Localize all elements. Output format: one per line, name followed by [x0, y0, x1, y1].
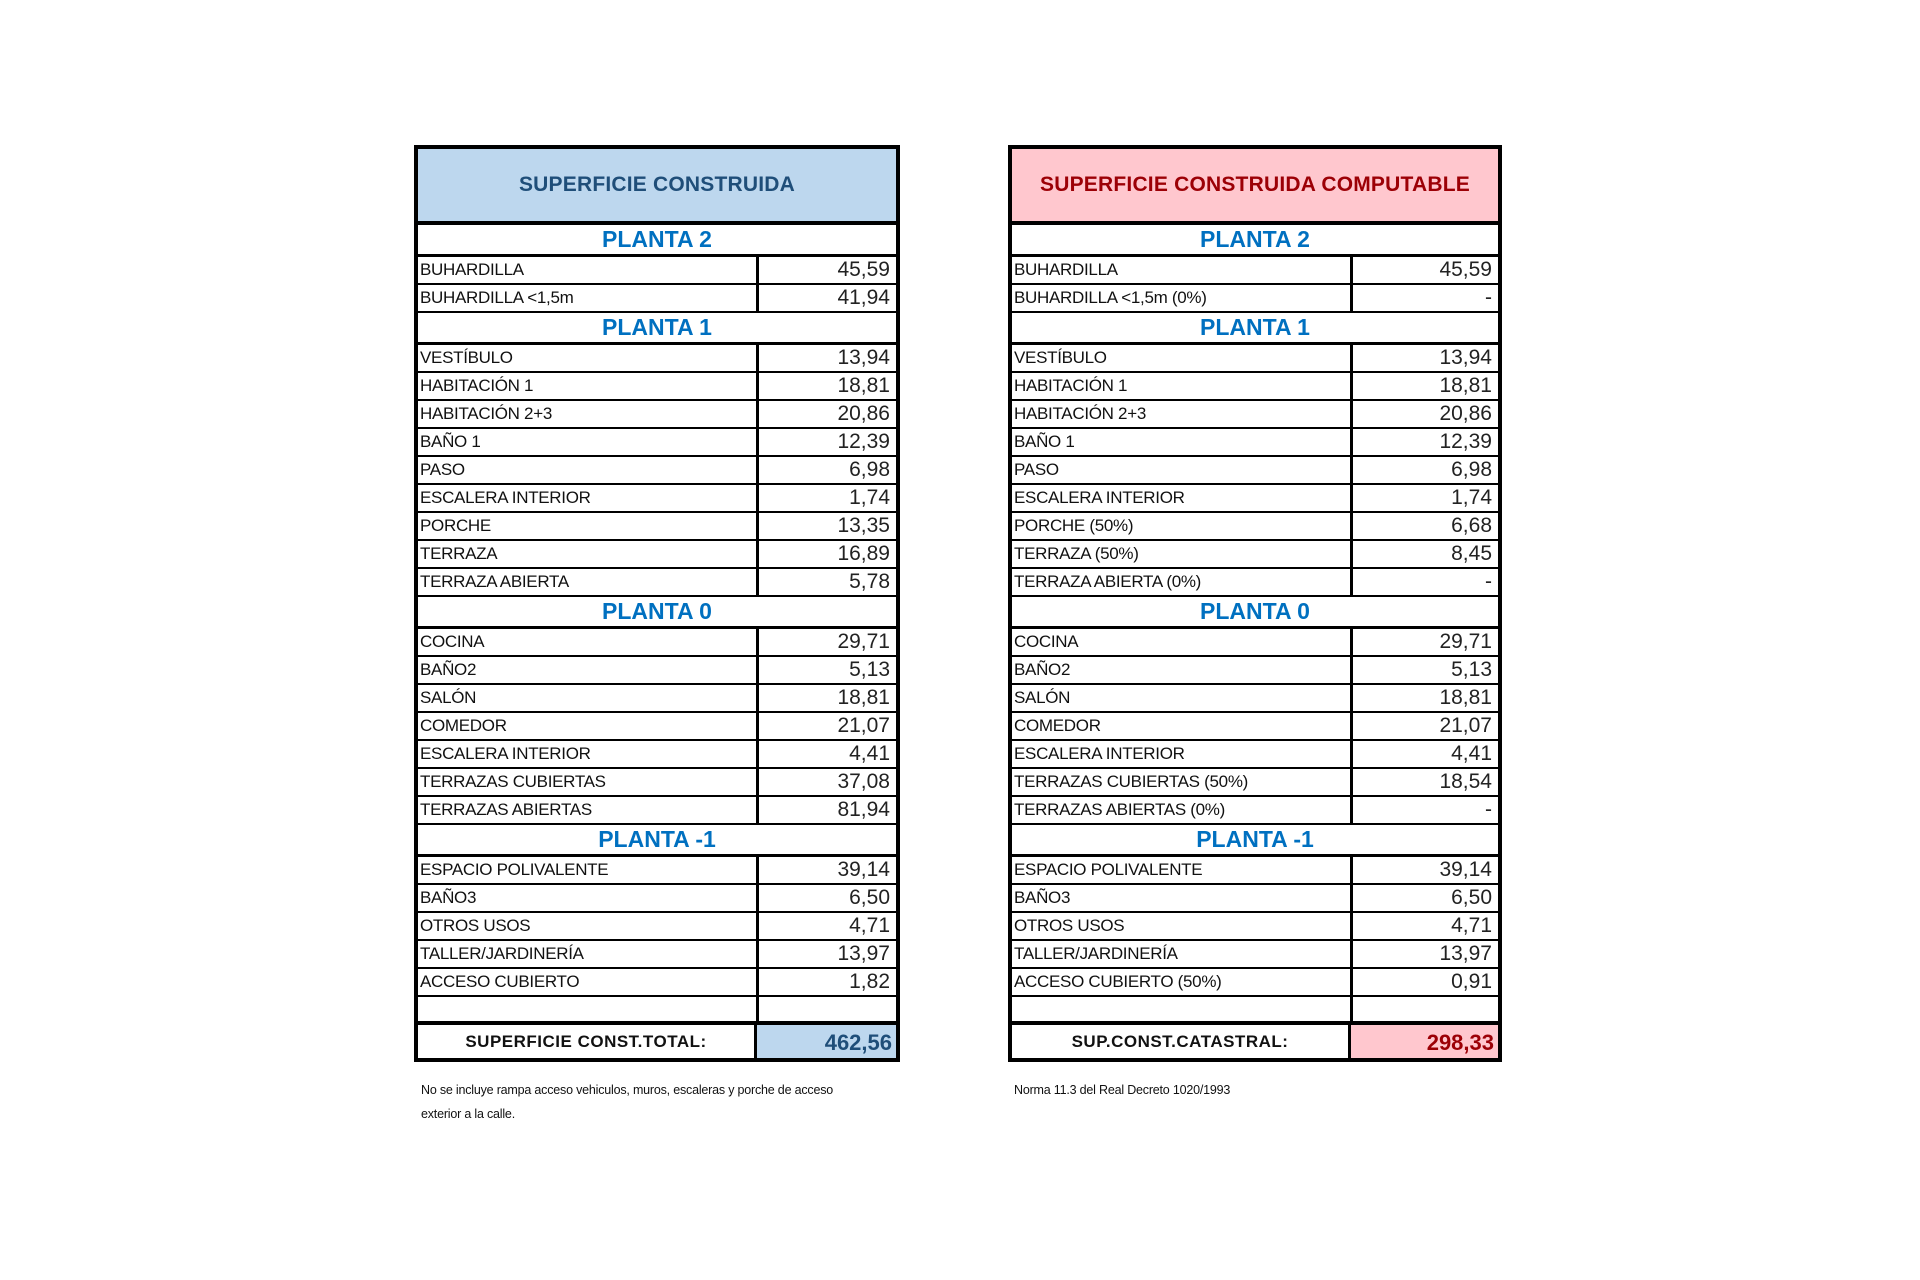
section-heading: PLANTA -1: [418, 825, 896, 857]
footnote-left: No se incluye rampa acceso vehiculos, muros, escaleras y porche de acceso exterior a la calle.: [421, 1083, 833, 1121]
area-value: 16,89: [837, 542, 890, 565]
area-value: -: [1485, 286, 1492, 309]
room-label: PORCHE: [418, 513, 759, 539]
room-label: TERRAZA ABIERTA (0%): [1012, 569, 1353, 595]
table-row: [418, 513, 896, 541]
table-row: [1012, 257, 1498, 285]
area-value: 6,98: [849, 458, 890, 481]
room-label: VESTÍBULO: [418, 345, 759, 371]
table-row: [1012, 885, 1498, 913]
room-label: PORCHE (50%): [1012, 513, 1353, 539]
total-row: [418, 1025, 896, 1058]
room-label: ESPACIO POLIVALENTE: [1012, 857, 1353, 883]
table-row: [418, 457, 896, 485]
room-label: HABITACIÓN 1: [418, 373, 759, 399]
area-value: 0,91: [1451, 970, 1492, 993]
table-row: [1012, 769, 1498, 797]
table-row: [1012, 373, 1498, 401]
room-label: SALÓN: [1012, 685, 1353, 711]
room-label: TALLER/JARDINERÍA: [1012, 941, 1353, 967]
room-label: BAÑO 1: [1012, 429, 1353, 455]
table-row: [1012, 629, 1498, 657]
room-label: ESCALERA INTERIOR: [1012, 741, 1353, 767]
room-label: TERRAZAS CUBIERTAS (50%): [1012, 769, 1353, 795]
room-label: TERRAZA ABIERTA: [418, 569, 759, 595]
table-row: [418, 941, 896, 969]
room-label: HABITACIÓN 1: [1012, 373, 1353, 399]
room-label: PASO: [1012, 457, 1353, 483]
room-label: COMEDOR: [418, 713, 759, 739]
table-row: [1012, 713, 1498, 741]
room-label: BUHARDILLA <1,5m: [418, 285, 759, 311]
room-label: ESCALERA INTERIOR: [418, 485, 759, 511]
table-row: [1012, 285, 1498, 313]
room-label: PASO: [418, 457, 759, 483]
section-heading: PLANTA 1: [418, 313, 896, 345]
total-label: SUPERFICIE CONST.TOTAL:: [418, 1025, 757, 1058]
table-row: [1012, 345, 1498, 373]
area-value: 5,13: [1451, 658, 1492, 681]
table-row: [418, 345, 896, 373]
table-row: [1012, 857, 1498, 885]
table-row: [418, 857, 896, 885]
area-value: 4,41: [1451, 742, 1492, 765]
table-body: [1012, 225, 1498, 997]
table-row: [1012, 513, 1498, 541]
table-row: [1012, 401, 1498, 429]
room-label: VESTÍBULO: [1012, 345, 1353, 371]
room-label: ACCESO CUBIERTO: [418, 969, 759, 995]
table-row: [418, 913, 896, 941]
area-value: 21,07: [1439, 714, 1492, 737]
area-value: 13,94: [837, 346, 890, 369]
room-label: BUHARDILLA <1,5m (0%): [1012, 285, 1353, 311]
area-value: 6,98: [1451, 458, 1492, 481]
area-value: 1,74: [849, 486, 890, 509]
table-row: [418, 429, 896, 457]
area-value: 5,78: [849, 570, 890, 593]
area-value: 20,86: [837, 402, 890, 425]
room-label: ESCALERA INTERIOR: [1012, 485, 1353, 511]
room-label: BAÑO3: [418, 885, 759, 911]
table-row: [418, 629, 896, 657]
area-value: 8,45: [1451, 542, 1492, 565]
area-value: 18,81: [1439, 374, 1492, 397]
room-label: ACCESO CUBIERTO (50%): [1012, 969, 1353, 995]
room-label: BAÑO2: [1012, 657, 1353, 683]
room-label: TERRAZAS CUBIERTAS: [418, 769, 759, 795]
table-row: [418, 373, 896, 401]
room-label: TERRAZA: [418, 541, 759, 567]
area-value: 45,59: [837, 258, 890, 281]
room-label: COCINA: [418, 629, 759, 655]
table-row: [1012, 741, 1498, 769]
room-label: TERRAZAS ABIERTAS: [418, 797, 759, 823]
room-label: ESPACIO POLIVALENTE: [418, 857, 759, 883]
area-value: 18,81: [837, 374, 890, 397]
footnote-right: Norma 11.3 del Real Decreto 1020/1993: [1014, 1083, 1231, 1097]
area-value: 6,50: [849, 886, 890, 909]
area-value: 13,97: [1439, 942, 1492, 965]
room-label: BAÑO 1: [418, 429, 759, 455]
table-row: [418, 485, 896, 513]
table-row: [418, 401, 896, 429]
table-row: [418, 769, 896, 797]
section-heading: PLANTA 2: [1012, 225, 1498, 257]
table-row: [418, 569, 896, 597]
area-value: -: [1485, 798, 1492, 821]
area-value: 37,08: [837, 770, 890, 793]
area-value: 4,41: [849, 742, 890, 765]
table-row: [418, 541, 896, 569]
area-value: 5,13: [849, 658, 890, 681]
area-value: -: [1485, 570, 1492, 593]
area-value: 6,68: [1451, 514, 1492, 537]
area-value: 1,82: [849, 970, 890, 993]
superficie-computable-table: [1008, 145, 1502, 1062]
section-heading: PLANTA 0: [1012, 597, 1498, 629]
table-title: SUPERFICIE CONSTRUIDA: [418, 149, 896, 225]
table-row: [418, 713, 896, 741]
table-row: [1012, 797, 1498, 825]
section-heading: PLANTA -1: [1012, 825, 1498, 857]
area-value: 13,94: [1439, 346, 1492, 369]
area-value: 41,94: [837, 286, 890, 309]
table-row: [418, 969, 896, 997]
table-row: [1012, 569, 1498, 597]
area-value: 39,14: [1439, 858, 1492, 881]
area-value: 4,71: [1451, 914, 1492, 937]
room-label: BAÑO2: [418, 657, 759, 683]
table-row: [1012, 969, 1498, 997]
total-label: SUP.CONST.CATASTRAL:: [1012, 1025, 1351, 1058]
table-body: [418, 225, 896, 997]
area-value: 29,71: [837, 630, 890, 653]
room-label: OTROS USOS: [418, 913, 759, 939]
area-value: 29,71: [1439, 630, 1492, 653]
section-heading: PLANTA 0: [418, 597, 896, 629]
table-row: [418, 285, 896, 313]
area-value: 81,94: [837, 798, 890, 821]
empty-row: [1012, 997, 1498, 1025]
area-value: 18,81: [1439, 686, 1492, 709]
table-row: [418, 797, 896, 825]
room-label: TALLER/JARDINERÍA: [418, 941, 759, 967]
table-row: [1012, 485, 1498, 513]
area-value: 12,39: [1439, 430, 1492, 453]
area-value: 45,59: [1439, 258, 1492, 281]
section-heading: PLANTA 1: [1012, 313, 1498, 345]
area-value: 18,54: [1439, 770, 1492, 793]
area-value: 6,50: [1451, 886, 1492, 909]
table-row: [1012, 429, 1498, 457]
room-label: OTROS USOS: [1012, 913, 1353, 939]
table-row: [1012, 657, 1498, 685]
room-label: TERRAZA (50%): [1012, 541, 1353, 567]
table-row: [418, 741, 896, 769]
superficie-construida-table: [414, 145, 900, 1062]
area-value: 1,74: [1451, 486, 1492, 509]
room-label: TERRAZAS ABIERTAS (0%): [1012, 797, 1353, 823]
room-label: COMEDOR: [1012, 713, 1353, 739]
room-label: ESCALERA INTERIOR: [418, 741, 759, 767]
area-value: 13,35: [837, 514, 890, 537]
table-row: [1012, 913, 1498, 941]
area-value: 39,14: [837, 858, 890, 881]
room-label: HABITACIÓN 2+3: [1012, 401, 1353, 427]
area-value: 21,07: [837, 714, 890, 737]
table-row: [1012, 457, 1498, 485]
total-value: 298,33: [1351, 1025, 1498, 1058]
section-heading: PLANTA 2: [418, 225, 896, 257]
area-value: 12,39: [837, 430, 890, 453]
table-row: [1012, 541, 1498, 569]
table-row: [1012, 941, 1498, 969]
table-row: [1012, 685, 1498, 713]
room-label: HABITACIÓN 2+3: [418, 401, 759, 427]
table-row: [418, 257, 896, 285]
empty-row: [418, 997, 896, 1025]
area-value: 4,71: [849, 914, 890, 937]
total-value: 462,56: [757, 1025, 896, 1058]
area-value: 13,97: [837, 942, 890, 965]
table-row: [418, 657, 896, 685]
room-label: BUHARDILLA: [418, 257, 759, 283]
room-label: BUHARDILLA: [1012, 257, 1353, 283]
table-row: [418, 685, 896, 713]
area-value: 20,86: [1439, 402, 1492, 425]
table-row: [418, 885, 896, 913]
room-label: SALÓN: [418, 685, 759, 711]
area-value: 18,81: [837, 686, 890, 709]
room-label: COCINA: [1012, 629, 1353, 655]
total-row: [1012, 1025, 1498, 1058]
room-label: BAÑO3: [1012, 885, 1353, 911]
table-title: SUPERFICIE CONSTRUIDA COMPUTABLE: [1012, 149, 1498, 225]
